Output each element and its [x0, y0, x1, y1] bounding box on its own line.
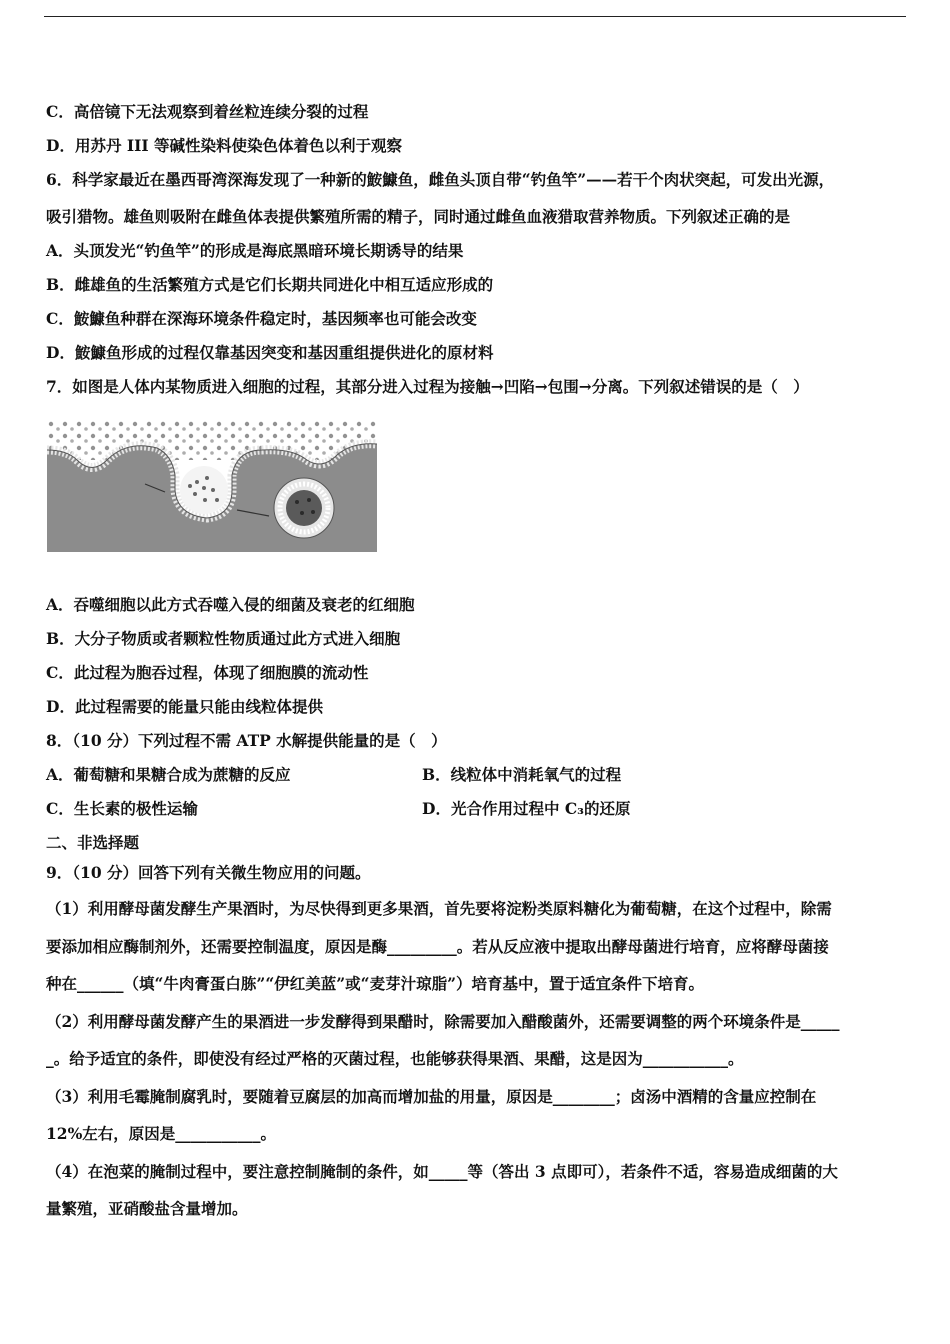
q9-part4-line-1: （4）在泡菜的腌制过程中，要注意控制腌制的条件，如_____等（答出 3 点即可），若条件不适，容易造成细菌的大 [46, 1162, 838, 1181]
q8-option-b: B．线粒体中消耗氧气的过程 [422, 765, 622, 784]
q9-part4-line-2: 量繁殖，亚硝酸盐含量增加。 [46, 1199, 248, 1218]
q6-stem-line-1: 6．科学家最近在墨西哥湾深海发现了一种新的鮟鱇鱼，雌鱼头顶自带“钓鱼竿”——若干个肉状突起，可发出光源， [46, 170, 835, 189]
q8-option-a: A．葡萄糖和果糖合成为蔗糖的反应 [46, 765, 291, 784]
endocytosis-diagram-icon [47, 420, 377, 552]
header-rule [44, 16, 906, 17]
q8-option-c: C．生长素的极性运输 [46, 799, 198, 818]
q9-part3-line-2: 12%左右，原因是___________。 [46, 1124, 277, 1143]
q9-part1-line-2: 要添加相应酶制剂外，还需要控制温度，原因是酶_________。若从反应液中提取出酵母菌进行培育，应将酵母菌接 [46, 937, 829, 956]
q8-stem: 8．（10 分）下列过程不需 ATP 水解提供能量的是（ ） [46, 731, 447, 750]
q9-part2-line-2: _。给予适宜的条件，即使没有经过严格的灭菌过程，也能够获得果酒、果醋，这是因为___________。 [46, 1049, 744, 1068]
q8-option-row-2 [46, 799, 631, 819]
q7-option-b: B．大分子物质或者颗粒性物质通过此方式进入细胞 [46, 629, 401, 648]
endocytosis-figure [47, 420, 377, 552]
q9-stem: 9．（10 分）回答下列有关微生物应用的问题。 [46, 863, 371, 882]
q7-option-d: D．此过程需要的能量只能由线粒体提供 [46, 697, 323, 716]
q9-part1-line-1: （1）利用酵母菌发酵生产果酒时，为尽快得到更多果酒，首先要将淀粉类原料糖化为葡萄糖，在这个过程中，除需 [46, 899, 832, 918]
q6-stem-line-2: 吸引猎物。雄鱼则吸附在雌鱼体表提供繁殖所需的精子，同时通过雌鱼血液猎取营养物质。下列叙述正确的是 [46, 207, 791, 226]
q7-stem: 7．如图是人体内某物质进入细胞的过程，其部分进入过程为接触→凹陷→包围→分离。下列叙述错误的是（ ） [46, 377, 809, 396]
section-heading: 二、非选择题 [46, 833, 140, 852]
q6-option-c: C．鮟鱇鱼种群在深海环境条件稳定时，基因频率也可能会改变 [46, 309, 477, 328]
q9-part3-line-1: （3）利用毛霉腌制腐乳时，要随着豆腐层的加高而增加盐的用量，原因是________；卤汤中酒精的含量应控制在 [46, 1087, 817, 1106]
q8-option-d: D．光合作用过程中 C₃的还原 [422, 799, 631, 818]
q6-option-a: A．头顶发光“钓鱼竿”的形成是海底黑暗环境长期诱导的结果 [46, 241, 464, 260]
q5-option-d: D．用苏丹 III 等碱性染料使染色体着色以利于观察 [46, 136, 402, 155]
q7-option-c: C．此过程为胞吞过程，体现了细胞膜的流动性 [46, 663, 369, 682]
q7-option-a: A．吞噬细胞以此方式吞噬入侵的细菌及衰老的红细胞 [46, 595, 415, 614]
q5-option-c: C．高倍镜下无法观察到着丝粒连续分裂的过程 [46, 102, 369, 121]
q6-option-b: B．雌雄鱼的生活繁殖方式是它们长期共同进化中相互适应形成的 [46, 275, 494, 294]
q9-part1-line-3: 种在______（填“牛肉膏蛋白胨”“伊红美蓝”或“麦芽汁琼脂”）培育基中，置于适宜条件下培育。 [46, 974, 704, 993]
q8-option-row-1 [46, 765, 622, 785]
q9-part2-line-1: （2）利用酵母菌发酵产生的果酒进一步发酵得到果醋时，除需要加入醋酸菌外，还需要调整的两个环境条件是_____ [46, 1012, 840, 1031]
q6-option-d: D．鮟鱇鱼形成的过程仅靠基因突变和基因重组提供进化的原材料 [46, 343, 494, 362]
